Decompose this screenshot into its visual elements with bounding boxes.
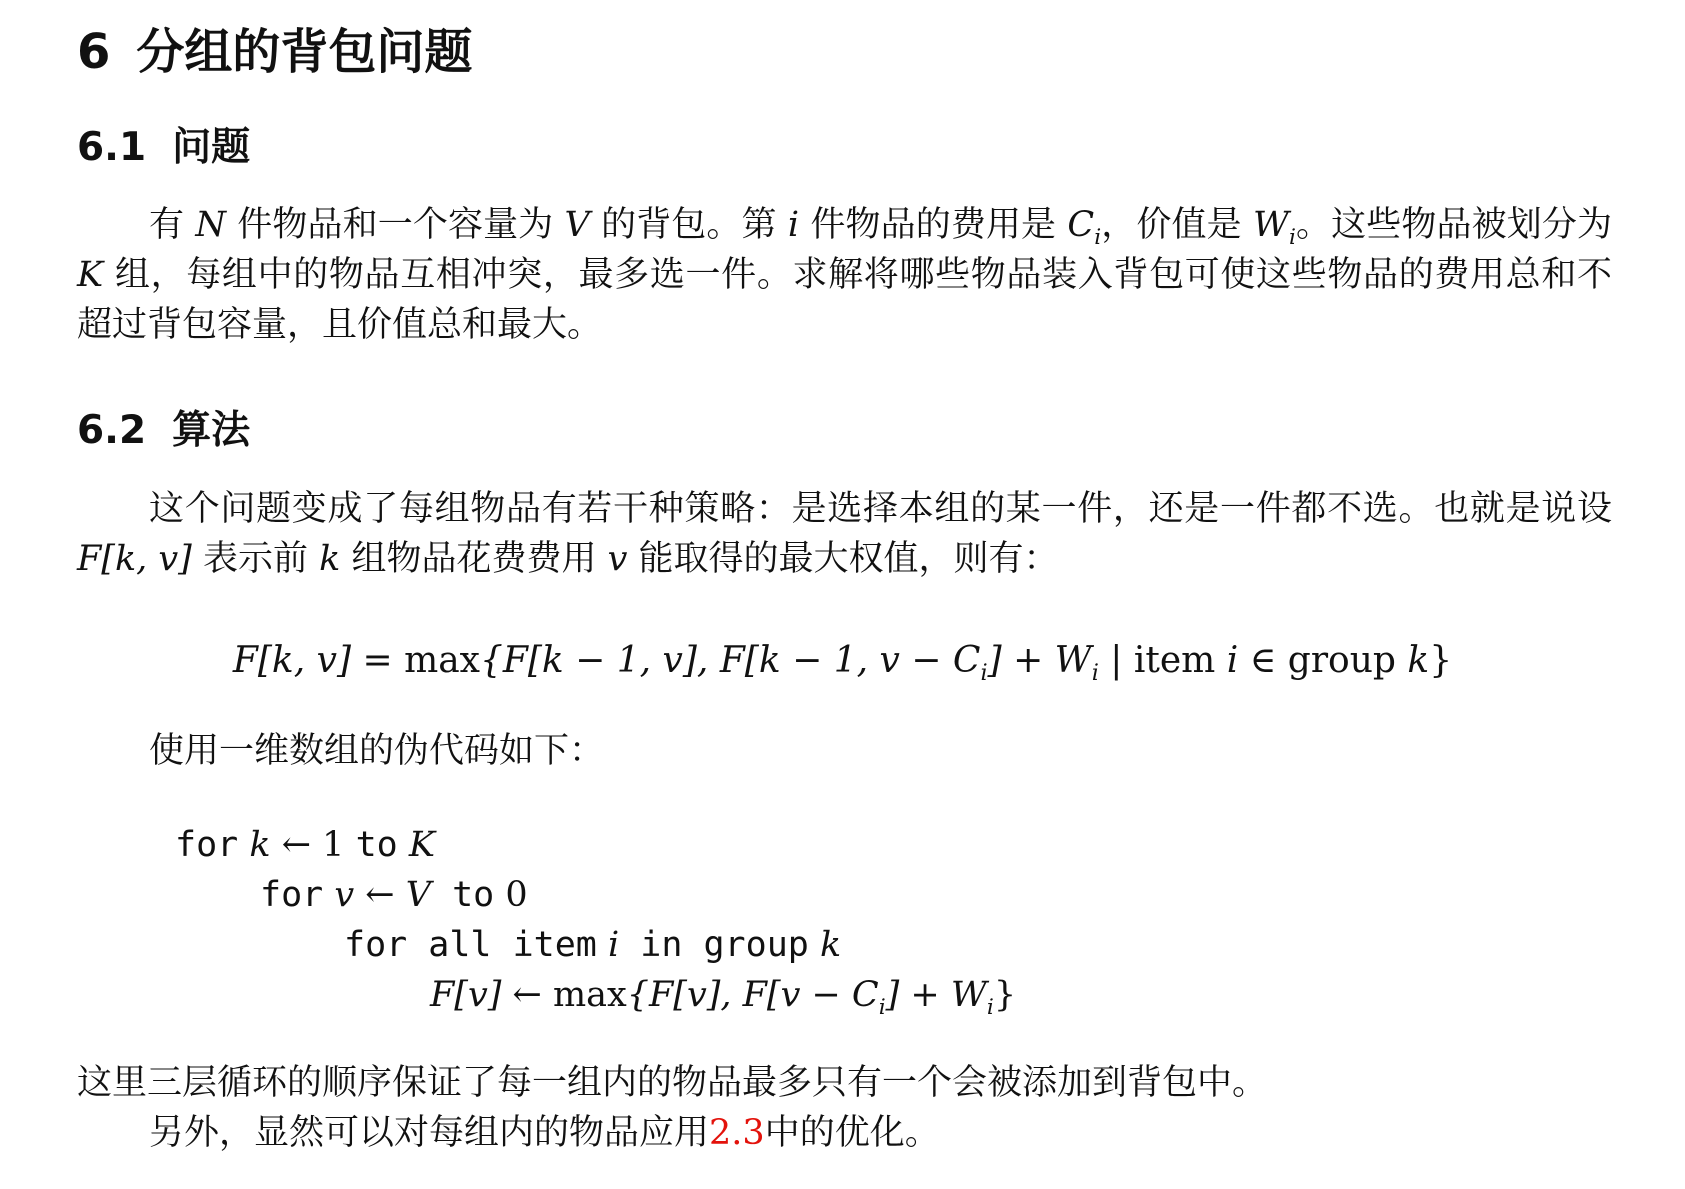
math-N: N <box>195 205 226 245</box>
code-middle: ] + W <box>885 975 987 1015</box>
keyword-for-all-item: for all item <box>344 925 597 965</box>
text-run: 能取得的最大权值，则有： <box>627 539 1059 579</box>
equation-item-word: item <box>1133 640 1216 681</box>
equation-subscript: i <box>1091 660 1099 687</box>
math-C: C <box>1067 205 1095 245</box>
section-title: 分组的背包问题 <box>136 24 473 80</box>
code-assign: ← <box>501 975 553 1015</box>
text-run: 的背包。第 <box>589 205 788 245</box>
optimization-paragraph <box>149 1108 940 1158</box>
pseudocode-line-3 <box>344 920 841 970</box>
equation-bar: | <box>1098 640 1134 681</box>
math-C-i <box>1067 205 1102 250</box>
math-F-k-v: F[k, v] <box>77 539 192 579</box>
math-k: k <box>319 539 341 579</box>
text-run: 组，每组中的物品互相冲突，最多选一件。求解将哪些物品装入背包可使这些物品的费用总和不超过背包容量，且价值总和最大。 <box>77 255 1612 345</box>
text-run: 。这些物品被划分为 <box>1295 205 1612 245</box>
equation-equals: = <box>351 640 405 681</box>
algorithm-paragraph <box>77 484 1612 584</box>
section-reference-link[interactable]: 2.3 <box>709 1113 765 1153</box>
equation-i: i <box>1215 640 1250 681</box>
section-heading <box>77 22 472 82</box>
equation-max: max <box>404 640 480 681</box>
equation-element-of: ∈ <box>1249 640 1277 681</box>
math-W-i <box>1252 205 1296 250</box>
subsection-number: 6.1 <box>77 125 147 170</box>
code-lhs: F[v] <box>430 975 502 1015</box>
code-var: k <box>249 825 271 865</box>
problem-paragraph <box>77 200 1612 350</box>
math-i: i <box>787 205 800 245</box>
math-subscript: i <box>1094 225 1102 250</box>
subsection-title: 问题 <box>172 125 251 170</box>
math-V: V <box>564 205 590 245</box>
math-v: v <box>607 539 628 579</box>
text-run: 件物品的费用是 <box>799 205 1068 245</box>
keyword-in-group: in group <box>619 925 809 965</box>
subsection-heading-algorithm <box>77 406 250 456</box>
equation-lhs: F[k, v] <box>232 640 351 681</box>
pseudocode-line-1 <box>175 820 435 870</box>
equation-body: {F[k − 1, v], F[k − 1, v − C <box>479 640 981 681</box>
code-var: v <box>334 875 355 915</box>
text-run: ，价值是 <box>1101 205 1253 245</box>
math-K: K <box>77 255 104 295</box>
text-run: 这个问题变成了每组物品有若干种策略：是选择本组的某一件，还是一件都不选。也就是说设 <box>149 489 1612 529</box>
text-run: 表示前 <box>191 539 320 579</box>
code-subscript: i <box>986 995 994 1020</box>
equation-close: } <box>1429 640 1453 681</box>
equation-middle: ] + W <box>987 640 1092 681</box>
pseudocode-line-4 <box>430 970 1016 1020</box>
code-assign: ← 1 <box>270 825 356 865</box>
code-body: {F[v], F[v − C <box>626 975 879 1015</box>
keyword-to: to <box>431 875 495 915</box>
math-W: W <box>1252 205 1289 245</box>
code-max: max <box>552 975 627 1015</box>
equation-k: k <box>1395 640 1430 681</box>
text-run: 有 <box>149 205 196 245</box>
code-close: } <box>993 975 1017 1015</box>
code-var: i <box>596 925 620 965</box>
loop-order-paragraph: 这里三层循环的顺序保证了每一组内的物品最多只有一个会被添加到背包中。 <box>77 1063 1268 1103</box>
code-group: k <box>808 925 842 965</box>
code-subscript: i <box>878 995 886 1020</box>
text-run: 组物品花费费用 <box>340 539 608 579</box>
math-subscript: i <box>1288 225 1296 250</box>
subsection-number: 6.2 <box>77 408 147 453</box>
code-assign: ← <box>354 875 406 915</box>
equation-subscript: i <box>980 660 988 687</box>
subsection-heading-problem <box>77 123 250 173</box>
keyword-to: to <box>355 825 398 865</box>
text-run: 另外，显然可以对每组内的物品应用 <box>149 1113 710 1153</box>
section-number: 6 <box>77 24 111 80</box>
text-run: 中的优化。 <box>764 1113 940 1153</box>
code-start: V <box>405 875 431 915</box>
recurrence-equation <box>0 636 1685 686</box>
code-bound: 0 <box>494 875 528 915</box>
pseudocode-line-2 <box>260 870 528 920</box>
text-run: 件物品和一个容量为 <box>226 205 565 245</box>
pseudocode-intro: 使用一维数组的伪代码如下： <box>149 731 605 771</box>
subsection-title: 算法 <box>172 408 251 453</box>
keyword-for: for <box>260 875 324 915</box>
keyword-for: for <box>175 825 239 865</box>
equation-group-word: group <box>1276 640 1396 681</box>
code-bound: K <box>397 825 435 865</box>
